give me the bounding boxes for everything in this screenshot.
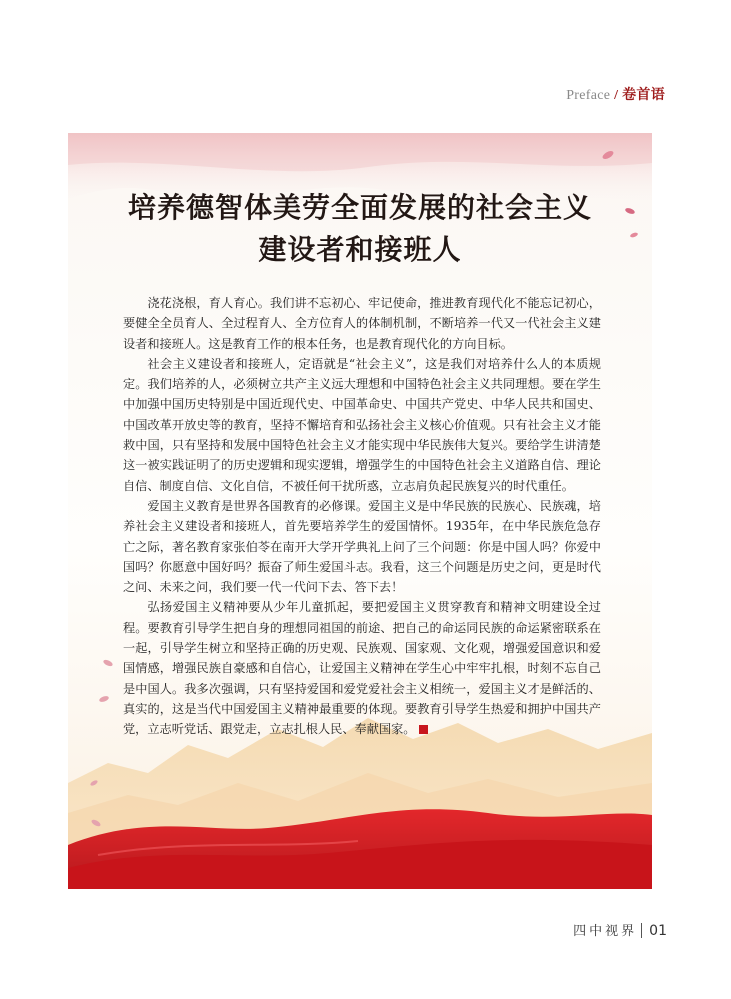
section-header: [566, 84, 665, 104]
section-chinese: 卷首语: [622, 87, 665, 103]
magazine-name: 四中视界: [573, 924, 638, 939]
paragraph-text: 弘扬爱国主义精神要从少年儿童抓起，要把爱国主义贯穿教育和精神文明建设全过程。要教育引导学生把自身的理想同祖国的前途、把自己的命运同民族的命运紧密联系在一起，引导学生树立和坚持正确的历史观、民族观、国家观、文化观，增强爱国意识和爱国情感，增强民族自豪感和自信心，让爱国主义精神在学生心中牢牢扎根，时刻不忘自己是中国人。我多次强调，只有坚持爱国和爱党爱社会主义相统一，爱国主义才是鲜活的、真实的，这是当代中国爱国主义精神最重要的体现。要教育引导学生热爱和拥护中国共产党，立志听党话、跟党走，立志扎根人民、奉献国家。: [123, 600, 601, 737]
article-panel: [68, 133, 652, 889]
paragraph: 社会主义建设者和接班人，定语就是“社会主义”，这是我们对培养什么人的本质规定。我们培养的人，必须树立共产主义远大理想和中国特色社会主义共同理想。要在学生中加强中国历史特别是中国近现代史、中国革命史、中国共产党史、中华人民共和国史、中国改革开放史等的教育，坚持不懈培育和弘扬社会主义核心价值观。只有社会主义才能救中国，只有坚持和发展中国特色社会主义才能实现中华民族伟大复兴。要给学生讲清楚这一被实践证明了的历史逻辑和现实逻辑，增强学生的中国特色社会主义道路自信、理论自信、制度自信、文化自信，不被任何干扰所惑，立志肩负起民族复兴的时代重任。: [123, 356, 601, 493]
page-number: 01: [649, 923, 667, 939]
end-mark-icon: [419, 725, 428, 734]
paragraph: 爱国主义教育是世界各国教育的必修课。爱国主义是中华民族的民族心、民族魂，培养社会主义建设者和接班人，首先要培养学生的爱国情怀。1935年，在中华民族危急存亡之际，著名教育家张伯苓在南开大学开学典礼上问了三个问题：你是中国人吗？你爱中国吗？你愿意中国好吗？振奋了师生爱国斗志。我看，这三个问题是历史之问，更是时代之问、未来之问，我们要一代一代问下去、答下去！: [123, 498, 601, 595]
footer-divider: [641, 923, 642, 938]
article-title-line-2: 建设者和接班人: [258, 233, 462, 266]
paragraph: [123, 597, 601, 739]
article-title-line-1: 培养德智体美劳全面发展的社会主义: [127, 191, 592, 224]
paragraph: 浇花浇根，育人育心。我们讲不忘初心、牢记使命，推进教育现代化不能忘记初心，要健全全员育人、全过程育人、全方位育人的体制机制，不断培养一代又一代社会主义建设者和接班人。这是教育工作的根本任务，也是教育现代化的方向目标。: [123, 296, 601, 351]
page-footer: [573, 920, 667, 939]
article-body: [123, 293, 601, 740]
section-separator: /: [614, 88, 619, 103]
section-english: Preface: [566, 88, 611, 103]
